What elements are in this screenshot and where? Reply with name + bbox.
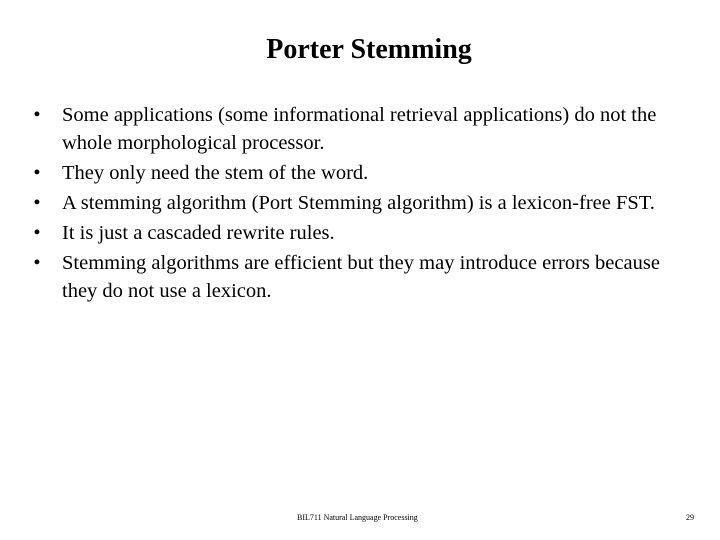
bullet-icon: • (33, 222, 41, 244)
bullet-item (30, 219, 692, 247)
bullet-icon: • (33, 252, 41, 274)
bullet-text: A stemming algorithm (Port Stemming algorithm) is a lexicon-free FST. (62, 192, 655, 214)
bullet-list (30, 101, 692, 307)
bullet-text: Some applications (some informational retrieval applications) do not the whole morphological processor. (62, 104, 657, 154)
bullet-text: It is just a cascaded rewrite rules. (62, 222, 335, 244)
bullet-item (30, 159, 692, 187)
bullet-text: They only need the stem of the word. (62, 162, 369, 184)
bullet-text: Stemming algorithms are efficient but they may introduce errors because they do not use a lexicon. (62, 252, 660, 302)
bullet-icon: • (33, 192, 41, 214)
bullet-item (30, 189, 692, 217)
bullet-item (30, 101, 692, 157)
slide-title: Porter Stemming (266, 34, 472, 65)
bullet-icon: • (33, 162, 41, 184)
bullet-icon: • (33, 104, 41, 126)
page-number: 29 (686, 513, 694, 522)
bullet-item (30, 249, 692, 305)
footer-course-name: BIL711 Natural Language Processing (297, 513, 418, 522)
